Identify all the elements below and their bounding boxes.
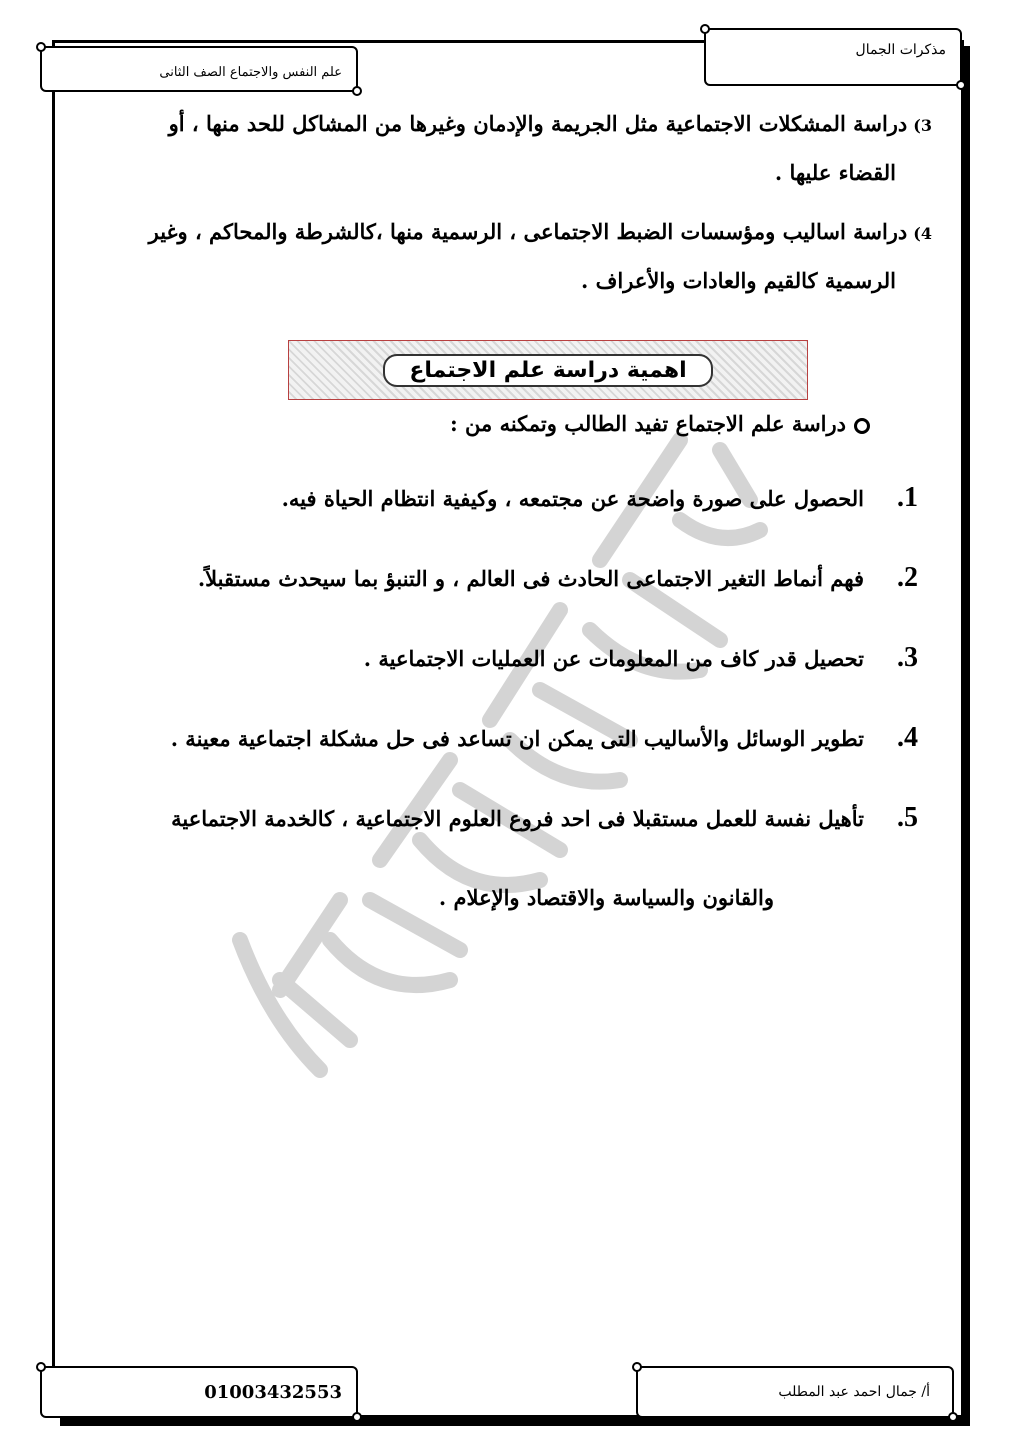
list-item-number: 4. <box>897 722 918 753</box>
intro-text: دراسة علم الاجتماع تفيد الطالب وتمكنه من : <box>449 411 846 436</box>
header-left-label: علم النفس والاجتماع الصف الثانى <box>159 64 342 80</box>
list-item <box>198 558 918 599</box>
paragraph-3-text-1: دراسة المشكلات الاجتماعية مثل الجريمة والإدمان وغيرها من المشاكل للحد منها ، أو <box>168 111 908 136</box>
footer-author: أ/ جمال احمد عبد المطلب <box>778 1384 930 1400</box>
section-title: اهمية دراسة علم الاجتماع <box>383 354 712 387</box>
list-item <box>171 718 918 759</box>
list-item <box>364 638 918 679</box>
list-item <box>282 478 918 519</box>
paragraph-4-line-1 <box>96 208 932 257</box>
list-item-text: الحصول على صورة واضحة عن مجتمعه ، وكيفية انتظام الحياة فيه. <box>281 486 864 511</box>
header-scroll-right <box>704 28 962 86</box>
section-title-banner <box>288 340 808 400</box>
paragraph-3 <box>96 100 932 196</box>
header-right-label: مذكرات الجمال <box>855 42 946 58</box>
paragraph-4-line-2: الرسمية كالقيم والعادات والأعراف . <box>581 268 896 293</box>
footer-scroll-left <box>40 1366 358 1418</box>
bullet-icon <box>854 418 870 434</box>
list-item <box>171 798 918 839</box>
footer-scroll-right <box>636 1366 954 1418</box>
list-item-number: 2. <box>897 562 918 593</box>
list-item-5-continuation: والقانون والسياسة والاقتصاد والإعلام . <box>438 885 774 910</box>
list-item-number: 1. <box>897 482 918 513</box>
list-item-text: تحصيل قدر كاف من المعلومات عن العمليات الاجتماعية . <box>363 646 864 671</box>
paragraph-4 <box>96 208 932 304</box>
paragraph-3-line-2: القضاء عليها . <box>774 160 896 185</box>
list-item-text: فهم أنماط التغير الاجتماعى الحادث فى العالم ، و التنبؤ بما سيحدث مستقبلاً. <box>197 566 864 591</box>
list-item-text: تأهيل نفسة للعمل مستقبلا فى احد فروع العلوم الاجتماعية ، كالخدمة الاجتماعية <box>171 806 864 831</box>
paragraph-4-number: 4) <box>913 224 932 243</box>
paragraph-3-number: 3) <box>913 116 932 135</box>
paragraph-4-text-1: دراسة اساليب ومؤسسات الضبط الاجتماعى ، الرسمية منها ،كالشرطة والمحاكم ، وغير <box>148 219 908 244</box>
page-frame-shadow-bottom <box>60 1418 970 1426</box>
list-item-number: 3. <box>897 642 918 673</box>
intro-line <box>380 400 870 448</box>
footer-phone: 01003432553 <box>204 1381 342 1403</box>
list-item-text: تطوير الوسائل والأساليب التى يمكن ان تساعد فى حل مشكلة اجتماعية معينة . <box>170 726 864 751</box>
paragraph-3-line-1 <box>96 100 932 149</box>
list-item-number: 5. <box>897 802 918 833</box>
header-scroll-left <box>40 46 358 92</box>
